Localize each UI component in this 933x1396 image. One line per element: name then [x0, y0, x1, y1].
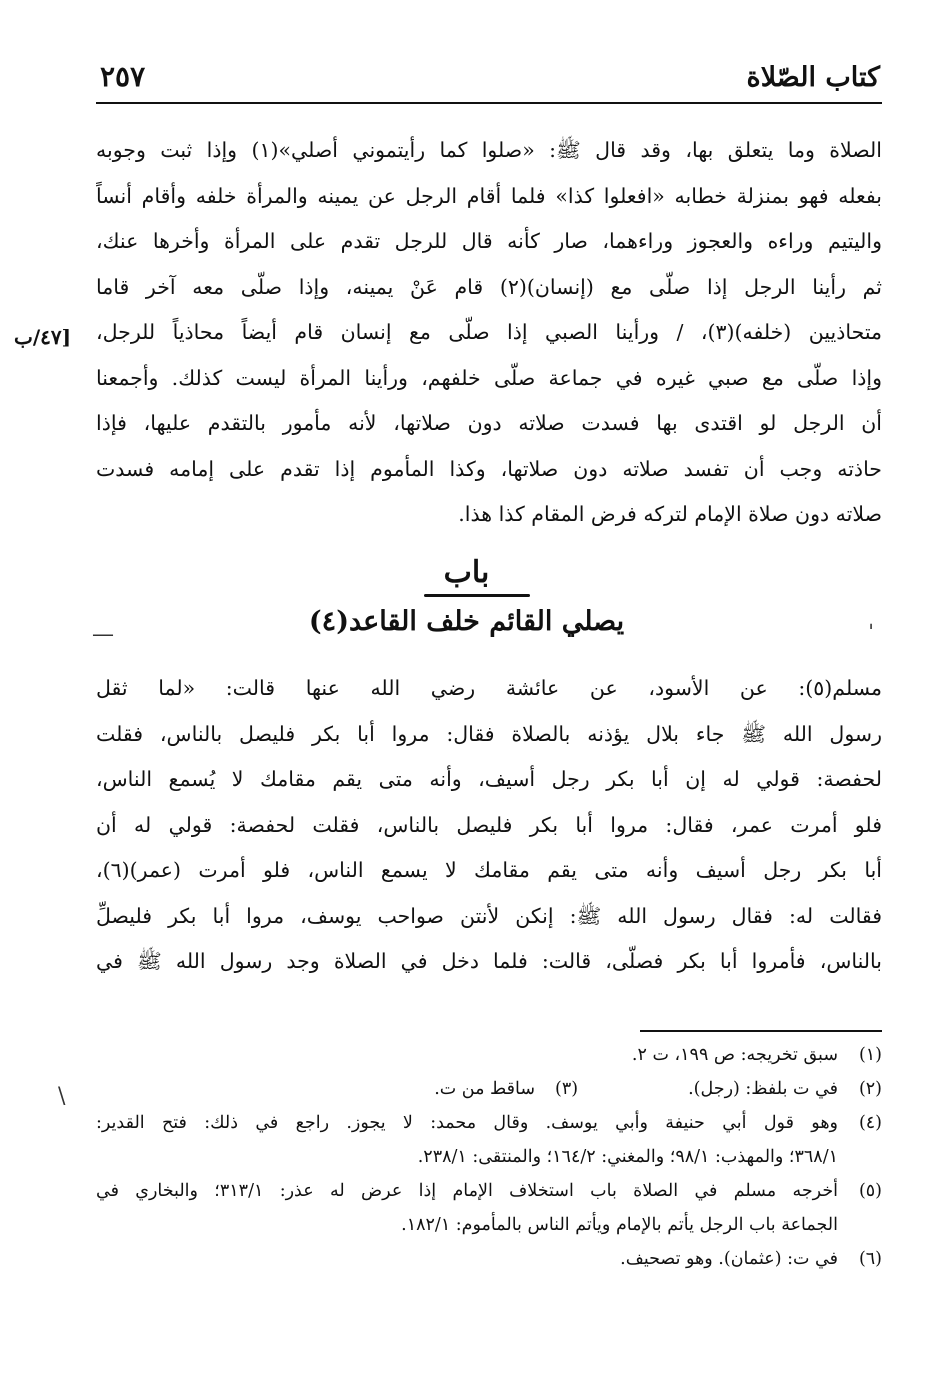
body-line: ثم رأينا الرجل إذا صلّى مع (إنسان)(٢) قام عَنْ يمينه، وإذا صلّى معه آخر قاما [96, 274, 882, 299]
section-line: لحفصة: قولي له إن أبا بكر رجل أسيف، وأنه متى يقم مقامك لا يُسمع الناس، [96, 767, 882, 791]
footnote-6 [96, 1242, 882, 1276]
section-line: فلو أمرت عمر، فقال: مروا أبا بكر فليصل بالناس، فقلت لحفصة: قولي له أن [96, 812, 882, 837]
section-line: مسلم(٥): عن الأسود، عن عائشة رضي الله عنها قالت: «لما ثقل [96, 676, 882, 700]
footnote-number: (٢) [858, 1079, 882, 1099]
footnote-5-continuation: الجماعة باب الرجل يأتم بالإمام ويأتم الناس بالمأموم: ١٨٢/١. [401, 1215, 838, 1235]
footnote-text: ساقط من ت. [434, 1079, 536, 1099]
body-line: متحاذيين (خلفه)(٣)، / ورأينا الصبي إذا صلّى مع إنسان قام أيضاً محاذياً للرجل، [96, 320, 882, 344]
footnote-text: في ت بلفظ: (رجل). [688, 1079, 838, 1099]
margin-folio-note: [٤٧/ب [14, 325, 72, 349]
footnote-text: سبق تخريجه: ص ١٩٩، ت ٢. [631, 1045, 838, 1065]
section-line: رسول الله ﷺ جاء بلال يؤذنه بالصلاة فقال: مروا أبا بكر فليصل بالناس، فقلت [96, 721, 882, 746]
footnote-4-continuation: ٣٦٨/١؛ والمهذب: ٩٨/١؛ والمغني: ١٦٤/٢؛ والمنتقى: ٢٣٨/١. [417, 1147, 838, 1167]
section-paragraph [96, 666, 882, 985]
body-line: صلاته دون صلاة الإمام لتركه فرض المقام كذا هذا. [458, 502, 882, 526]
section-line: أبا بكر رجل أسيف وأنه متى يقم مقامك لا يسمع الناس، فلو أمرت (عمر)(٦)، [96, 858, 882, 882]
stray-tick-mark: ˈ [868, 622, 875, 647]
header-rule [96, 102, 882, 104]
footnote-number: (٣) [555, 1079, 579, 1099]
chapter-underline [424, 594, 530, 597]
footnote-number: (٤) [858, 1113, 882, 1133]
footnote-4 [96, 1106, 882, 1140]
running-head: كتاب الصّلاة [746, 62, 880, 93]
body-line: الصلاة وما يتعلق بها، وقد قال ﷺ: «صلوا كما رأيتموني أصلي»(١) وإذا ثبت وجوبه [96, 138, 882, 162]
section-heading: يصلي القائم خلف القاعد(٤) [308, 606, 625, 637]
stray-dash-mark: — [92, 622, 114, 647]
section-line: فقالت له: فقال رسول الله ﷺ: إنكن لأنتن صواحب يوسف، مروا أبا بكر فليصلِّ [96, 903, 882, 928]
body-line: بفعله فهو بمنزلة خطابه «افعلوا كذا» فلما أقام الرجل عن يمينه والمرأة خلفه وأقام أنساً [96, 183, 882, 208]
body-line: أن الرجل لو اقتدى بها فسدت صلاته دون صلاتها، لأنه مأمور بالتقدم عليها، فإذا [96, 411, 882, 435]
footnote-number: (٥) [858, 1181, 882, 1201]
chapter-word: باب [443, 555, 490, 590]
page-header [100, 58, 880, 108]
footnote-2-3 [96, 1072, 882, 1106]
body-line: واليتيم وراءه والعجوز وراءهما، صار كأنه قال للرجل تقدم على المرأة وأخرها عنك، [96, 229, 882, 253]
footnote-1 [96, 1038, 882, 1072]
page-number: ٢٥٧ [100, 60, 146, 93]
footnote-rule [640, 1030, 882, 1032]
body-line: وإذا صلّى مع صبي غيره في جماعة صلّى خلفهم، ورأينا المرأة ليست كذلك. وأجمعنا [96, 365, 882, 390]
footnote-text: وهو قول أبي حنيفة وأبي يوسف. وقال محمد: لا يجوز. راجع في ذلك: فتح القدير: [96, 1113, 838, 1133]
footnote-number: (٦) [858, 1249, 882, 1269]
footnote-text: في ت: (عثمان). وهو تصحيف. [620, 1249, 838, 1269]
footnotes [96, 1038, 882, 1276]
footnote-number: (١) [858, 1045, 882, 1065]
section-line: بالناس، فأمروا أبا بكر فصلّى، قالت: فلما دخل في الصلاة وجد رسول الله ﷺ في [96, 949, 882, 973]
stray-margin-mark: \ [58, 1084, 66, 1109]
body-line: حاذته وجب أن تفسد صلاته دون صلاتها، وكذا المأموم إذا تقدم على إمامه فسدت [96, 456, 882, 481]
body-paragraph [96, 128, 882, 538]
footnote-text: أخرجه مسلم في الصلاة باب استخلاف الإمام إذا عرض له عذر: ٣١٣/١؛ والبخاري في [96, 1181, 839, 1201]
footnote-5 [96, 1174, 882, 1208]
